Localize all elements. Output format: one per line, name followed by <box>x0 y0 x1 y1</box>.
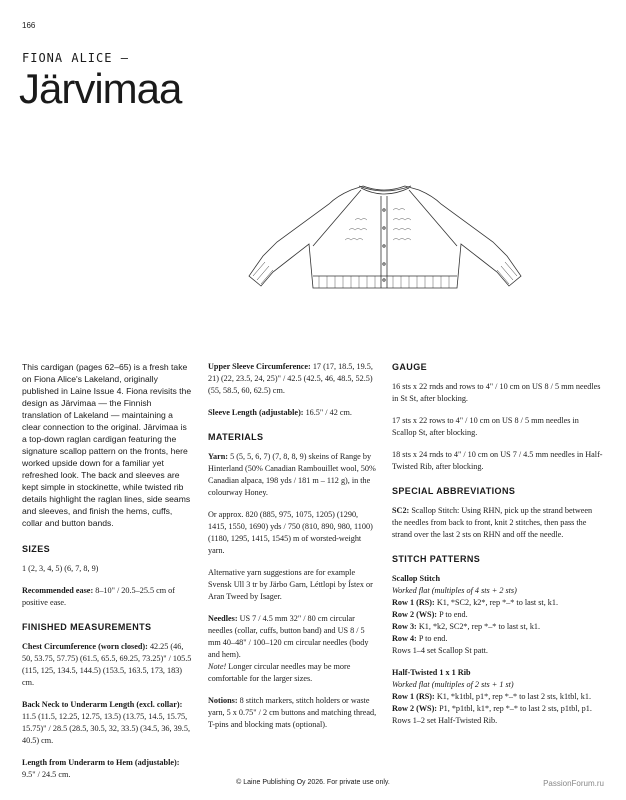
underarm-length: Length from Underarm to Hem (adjustable): 9.5" / 24.5 cm. <box>22 758 180 779</box>
twisted-rib-title: Half-Twisted 1 x 1 Rib <box>392 668 471 677</box>
scallop-row-2: Row 2 (WS): P to end. <box>392 610 468 619</box>
column-middle <box>208 361 378 741</box>
scallop-row-1: Row 1 (RS): K1, *SC2, k2*, rep *–* to last st, k1. <box>392 598 559 607</box>
designer-name: FIONA ALICE — <box>22 51 129 65</box>
intro-text: This cardigan (pages 62–65) is a fresh take on Fiona Alice's Lakeland, originally published in Laine Issue 4. Fiona revisits the design as Järvimaa — the Finnish translation of Lakeland — maintaining a clear connection to the original. Järvimaa is a top-down raglan cardigan featuring the signature scallop pattern on the fronts, here worked upside down for a familiar yet refreshed look. The back and sleeves are kept simple in stockinette, while twisted rib details highlight the raglan lines, side seams and sleeves, and finish the hems, cuffs, collar and button bands. <box>22 362 192 528</box>
gauge-twisted-rib: 18 sts x 24 rnds to 4" / 10 cm on US 7 / 4.5 mm needles in Half-Twisted Rib, after blocking. <box>392 450 603 471</box>
scallop-repeat: Rows 1–4 set Scallop St patt. <box>392 646 488 655</box>
gauge-scallop: 17 sts x 22 rows to 4" / 10 cm on US 8 / 5 mm needles in Scallop St, after blocking. <box>392 416 579 437</box>
finished-heading: FINISHED MEASUREMENTS <box>22 622 152 632</box>
sleeve-length: Sleeve Length (adjustable): 16.5" / 42 cm. <box>208 408 352 417</box>
twisted-rib-note: Worked flat (multiples of 2 sts + 1 st) <box>392 680 514 689</box>
stitch-patterns-heading: STITCH PATTERNS <box>392 554 481 564</box>
needles-note: Note! Longer circular needles may be more comfortable for the larger sizes. <box>208 662 351 683</box>
column-left <box>22 361 192 781</box>
yarn-approx: Or approx. 820 (885, 975, 1075, 1205) (1290, 1415, 1550, 1690) yds / 750 (810, 890, 980, 1100) (1180, 1295, 1415, 1545) m of worsted-weight yarn. <box>208 510 373 555</box>
watermark: PassionForum.ru <box>543 779 604 788</box>
notions: Notions: 8 stitch markers, stitch holders or waste yarn, 5 x 0.75" / 2 cm buttons and matching thread, T-pins and blocking mats (optional). <box>208 696 377 729</box>
materials-heading: MATERIALS <box>208 432 264 442</box>
scallop-note: Worked flat (multiples of 4 sts + 2 sts) <box>392 586 517 595</box>
cardigan-illustration <box>243 180 526 292</box>
sizes-value: 1 (2, 3, 4, 5) (6, 7, 8, 9) <box>22 564 99 573</box>
yarn-alternatives: Alternative yarn suggestions are for example Svensk Ull 3 tr by Järbo Garn, Léttlopi by Ístex or Aran Tweed by Isager. <box>208 568 373 601</box>
abbreviation-sc2: SC2: Scallop Stitch: Using RHN, pick up the strand between the needles from back to front, knit 2 stitches, then pass the strand over the last 2 sts on RHN and off the needle. <box>392 506 593 539</box>
scallop-row-4: Row 4: P to end. <box>392 634 448 643</box>
upper-sleeve: Upper Sleeve Circumference: 17 (17, 18.5, 19.5, 21) (22, 23.5, 24, 25)" / 42.5 (42.5, 46, 48.5, 52.5) (55, 58.5, 60, 62.5) cm. <box>208 362 373 395</box>
twisted-rib-row-2: Row 2 (WS): P1, *p1tbl, k1*, rep *–* to last 2 sts, p1tbl, p1. <box>392 704 592 713</box>
needles: Needles: US 7 / 4.5 mm 32" / 80 cm circular needles (collar, cuffs, button band) and US 8 / 5 mm 40–48" / 100–120 cm circular needles (body and hem). <box>208 614 369 659</box>
gauge-heading: GAUGE <box>392 362 428 372</box>
sizes-heading: SIZES <box>22 544 51 554</box>
chest-circumference: Chest Circumference (worn closed): 42.25 (46, 50, 53.75, 57.75) (61.5, 65.5, 69.25, 73.25)" / 105.5 (115, 125, 134.5, 144.5) (153.5, 163.5, 173, 183) cm. <box>22 642 192 687</box>
page-number: 166 <box>22 21 36 30</box>
copyright-footer: © Laine Publishing Oy 2026. For private use only. <box>236 779 390 786</box>
yarn: Yarn: 5 (5, 5, 6, 7) (7, 8, 8, 9) skeins of Range by Hinterland (50% Canadian Rambouillet wool, 50% Canadian alpaca, 198 yds / 181 m – 112 g), in the colourway Honey. <box>208 452 376 497</box>
pattern-title: Järvimaa <box>19 65 182 112</box>
scallop-title: Scallop Stitch <box>392 574 440 583</box>
twisted-rib-repeat: Rows 1–2 set Half-Twisted Rib. <box>392 716 498 725</box>
column-right <box>392 361 604 727</box>
abbreviations-heading: SPECIAL ABBREVIATIONS <box>392 486 516 496</box>
twisted-rib-row-1: Row 1 (RS): K1, *k1tbl, p1*, rep *–* to last 2 sts, k1tbl, k1. <box>392 692 592 701</box>
recommended-ease: Recommended ease: 8–10" / 20.5–25.5 cm of positive ease. <box>22 586 175 607</box>
back-neck-length: Back Neck to Underarm Length (excl. collar): 11.5 (11.5, 12.25, 12.75, 13.5) (13.75, 14.5, 15.75, 15.75)" / 28.5 (28.5, 30.5, 32, 33.5) (34.5, 36, 39.5, 40.5) cm. <box>22 700 190 745</box>
gauge-stockinette: 16 sts x 22 rnds and rows to 4" / 10 cm on US 8 / 5 mm needles in St St, after blocking. <box>392 382 601 403</box>
scallop-row-3: Row 3: K1, *k2, SC2*, rep *–* to last st, k1. <box>392 622 541 631</box>
